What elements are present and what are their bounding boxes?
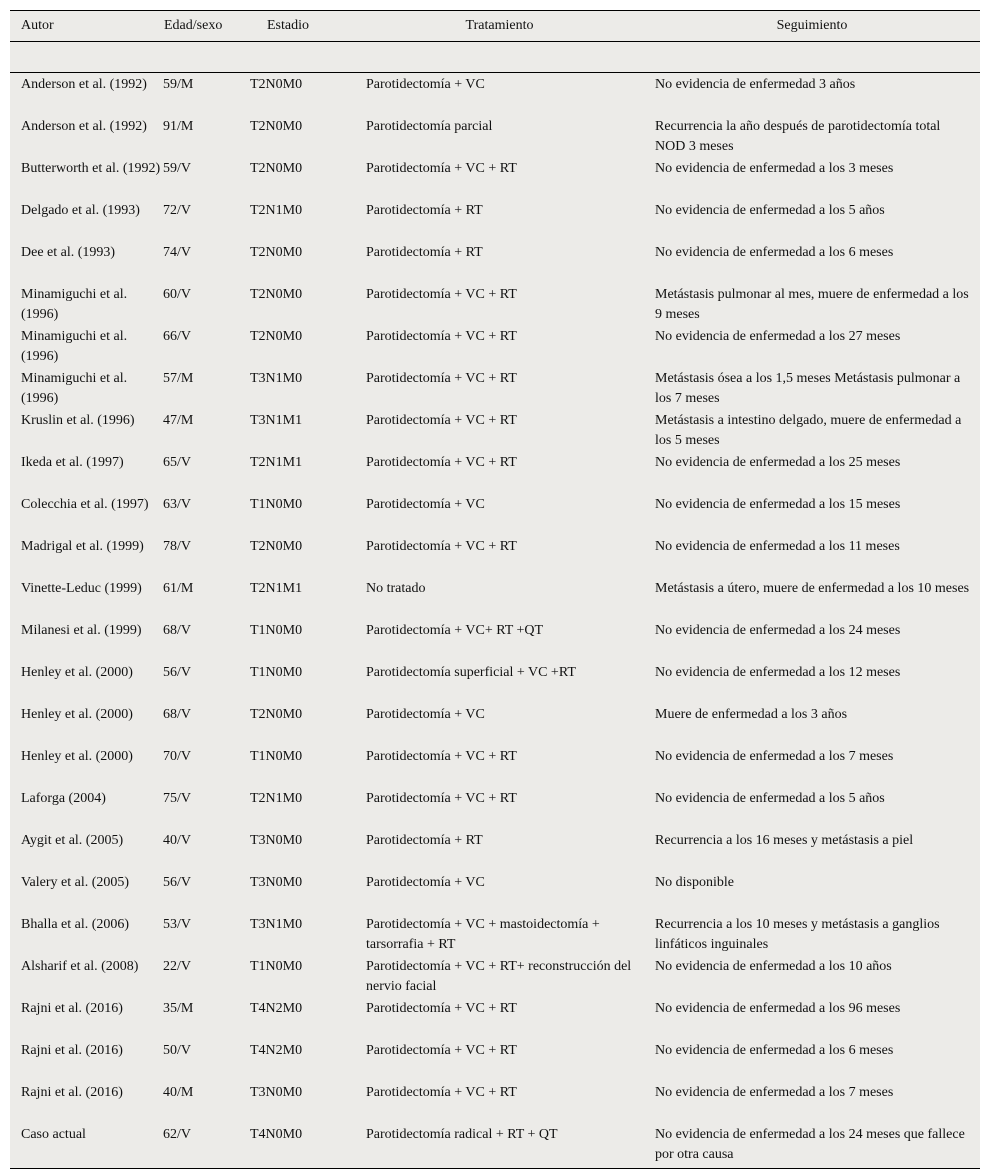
- cases-table: [10, 10, 980, 1169]
- table-row: [10, 745, 980, 787]
- cell-edad-sexo: 72/V: [163, 203, 191, 218]
- cell-seguimiento: Metástasis pulmonar al mes, muere de enfermedad a los 9 meses: [655, 287, 969, 322]
- cell-autor: Valery et al. (2005): [21, 875, 130, 890]
- cell-seguimiento: No evidencia de enfermedad a los 5 años: [655, 203, 885, 218]
- cell-autor: Rajni et al. (2016): [21, 1043, 123, 1058]
- cell-edad-sexo: 75/V: [163, 791, 191, 806]
- cell-estadio: T1N0M0: [250, 959, 303, 974]
- cell-estadio: T3N0M0: [250, 875, 303, 890]
- cell-seguimiento: No evidencia de enfermedad a los 25 meses: [655, 455, 901, 470]
- header-spacer-row: [10, 42, 980, 73]
- cell-estadio: T1N0M0: [250, 497, 303, 512]
- table-row: [10, 997, 980, 1039]
- cell-autor: Henley et al. (2000): [21, 749, 133, 764]
- table-row: [10, 619, 980, 661]
- cell-autor: Bhalla et al. (2006): [21, 917, 130, 932]
- cell-seguimiento: No evidencia de enfermedad a los 6 meses: [655, 1043, 894, 1058]
- cell-estadio: T2N0M0: [250, 119, 303, 134]
- cell-autor: Butterworth et al. (1992): [21, 161, 161, 176]
- table-row: [10, 451, 980, 493]
- cell-autor: Milanesi et al. (1999): [21, 623, 142, 638]
- cell-seguimiento: No evidencia de enfermedad a los 5 años: [655, 791, 885, 806]
- cell-estadio: T4N0M0: [250, 1127, 303, 1142]
- table-row: [10, 73, 980, 115]
- table-row: [10, 493, 980, 535]
- cell-autor: Rajni et al. (2016): [21, 1085, 123, 1100]
- cell-edad-sexo: 60/V: [163, 287, 191, 302]
- cell-edad-sexo: 70/V: [163, 749, 191, 764]
- cell-tratamiento: Parotidectomía + VC + RT+ reconstrucción del nervio facial: [366, 959, 632, 994]
- cell-estadio: T1N0M0: [250, 623, 303, 638]
- cell-seguimiento: Metástasis a útero, muere de enfermedad a los 10 meses: [655, 581, 970, 596]
- cell-tratamiento: Parotidectomía + VC + RT: [366, 791, 517, 806]
- cell-edad-sexo: 62/V: [163, 1127, 191, 1142]
- cell-estadio: T4N2M0: [250, 1043, 303, 1058]
- cell-seguimiento: Muere de enfermedad a los 3 años: [655, 707, 848, 722]
- table-row: [10, 661, 980, 703]
- cell-autor: Minamiguchi et al. (1996): [21, 287, 128, 322]
- table-row: [10, 829, 980, 871]
- cell-estadio: T1N0M0: [250, 665, 303, 680]
- cell-seguimiento: No evidencia de enfermedad a los 27 meses: [655, 329, 901, 344]
- cell-seguimiento: No disponible: [655, 875, 734, 890]
- cell-edad-sexo: 59/M: [163, 77, 194, 92]
- table-row: [10, 325, 980, 367]
- cell-tratamiento: Parotidectomía + VC + RT: [366, 1043, 517, 1058]
- cell-seguimiento: No evidencia de enfermedad a los 11 meses: [655, 539, 900, 554]
- cell-edad-sexo: 22/V: [163, 959, 191, 974]
- cell-seguimiento: No evidencia de enfermedad a los 3 meses: [655, 161, 894, 176]
- cell-seguimiento: No evidencia de enfermedad a los 24 meses: [655, 623, 901, 638]
- cell-autor: Ikeda et al. (1997): [21, 455, 124, 470]
- cell-edad-sexo: 57/M: [163, 371, 194, 386]
- cell-tratamiento: Parotidectomía + VC+ RT +QT: [366, 623, 544, 638]
- cell-seguimiento: No evidencia de enfermedad a los 24 meses que fallece por otra causa: [655, 1127, 965, 1162]
- table-body: [10, 73, 980, 1168]
- cell-estadio: T2N0M0: [250, 329, 303, 344]
- cell-tratamiento: Parotidectomía + VC + RT: [366, 371, 517, 386]
- table-row: [10, 157, 980, 199]
- cell-estadio: T2N0M0: [250, 245, 303, 260]
- cell-seguimiento: No evidencia de enfermedad a los 7 meses: [655, 1085, 894, 1100]
- cell-seguimiento: Recurrencia la año después de parotidectomía total NOD 3 meses: [655, 119, 941, 154]
- cell-estadio: T2N0M0: [250, 287, 303, 302]
- cell-autor: Aygit et al. (2005): [21, 833, 124, 848]
- cell-autor: Henley et al. (2000): [21, 707, 133, 722]
- table-row: [10, 787, 980, 829]
- cell-seguimiento: No evidencia de enfermedad a los 7 meses: [655, 749, 894, 764]
- table-row: [10, 1123, 980, 1168]
- cell-tratamiento: Parotidectomía + VC + RT: [366, 329, 517, 344]
- cell-autor: Alsharif et al. (2008): [21, 959, 139, 974]
- cell-edad-sexo: 68/V: [163, 623, 191, 638]
- cell-autor: Delgado et al. (1993): [21, 203, 140, 218]
- cell-tratamiento: Parotidectomía + VC: [366, 707, 485, 722]
- cell-seguimiento: No evidencia de enfermedad a los 6 meses: [655, 245, 894, 260]
- cell-autor: Minamiguchi et al. (1996): [21, 371, 128, 406]
- table-row: [10, 913, 980, 955]
- header-autor: Autor: [21, 18, 54, 33]
- cell-edad-sexo: 63/V: [163, 497, 191, 512]
- cell-tratamiento: Parotidectomía + VC + RT: [366, 413, 517, 428]
- cell-edad-sexo: 68/V: [163, 707, 191, 722]
- cell-estadio: T2N0M0: [250, 539, 303, 554]
- cell-edad-sexo: 74/V: [163, 245, 191, 260]
- cell-autor: Colecchia et al. (1997): [21, 497, 149, 512]
- cell-estadio: T1N0M0: [250, 749, 303, 764]
- table-row: [10, 115, 980, 157]
- cell-edad-sexo: 50/V: [163, 1043, 191, 1058]
- cell-edad-sexo: 56/V: [163, 875, 191, 890]
- table-row: [10, 955, 980, 997]
- cell-tratamiento: Parotidectomía + VC + mastoidectomía + tarsorrafia + RT: [366, 917, 600, 952]
- cell-edad-sexo: 66/V: [163, 329, 191, 344]
- cell-tratamiento: Parotidectomía + VC: [366, 497, 485, 512]
- cell-tratamiento: Parotidectomía + RT: [366, 245, 483, 260]
- cell-seguimiento: No evidencia de enfermedad a los 12 meses: [655, 665, 901, 680]
- table-row: [10, 409, 980, 451]
- cell-estadio: T3N0M0: [250, 833, 303, 848]
- cell-tratamiento: No tratado: [366, 581, 426, 596]
- cell-estadio: T3N1M1: [250, 413, 303, 428]
- table-header: [10, 11, 980, 42]
- table-row: [10, 577, 980, 619]
- header-estadio: Estadio: [267, 18, 309, 33]
- cell-estadio: T2N1M1: [250, 581, 303, 596]
- cell-estadio: T2N0M0: [250, 77, 303, 92]
- cell-tratamiento: Parotidectomía + VC + RT: [366, 749, 517, 764]
- cell-autor: Kruslin et al. (1996): [21, 413, 135, 428]
- cell-estadio: T3N0M0: [250, 1085, 303, 1100]
- cell-autor: Madrigal et al. (1999): [21, 539, 144, 554]
- table-row: [10, 367, 980, 409]
- cell-seguimiento: Recurrencia a los 10 meses y metástasis a ganglios linfáticos inguinales: [655, 917, 940, 952]
- cell-autor: Rajni et al. (2016): [21, 1001, 123, 1016]
- cell-seguimiento: No evidencia de enfermedad a los 15 meses: [655, 497, 901, 512]
- cell-tratamiento: Parotidectomía radical + RT + QT: [366, 1127, 558, 1142]
- cell-edad-sexo: 91/M: [163, 119, 194, 134]
- cell-autor: Dee et al. (1993): [21, 245, 116, 260]
- cell-estadio: T2N0M0: [250, 161, 303, 176]
- cell-seguimiento: No evidencia de enfermedad a los 10 años: [655, 959, 892, 974]
- cell-seguimiento: Metástasis a intestino delgado, muere de enfermedad a los 5 meses: [655, 413, 962, 448]
- cell-seguimiento: Recurrencia a los 16 meses y metástasis a piel: [655, 833, 914, 848]
- cell-estadio: T3N1M0: [250, 917, 303, 932]
- cell-tratamiento: Parotidectomía parcial: [366, 119, 493, 134]
- cell-edad-sexo: 56/V: [163, 665, 191, 680]
- table-row: [10, 1039, 980, 1081]
- table-row: [10, 871, 980, 913]
- cell-tratamiento: Parotidectomía + VC + RT: [366, 1085, 517, 1100]
- header-edad-sexo: Edad/sexo: [164, 18, 223, 33]
- cell-edad-sexo: 40/V: [163, 833, 191, 848]
- cell-edad-sexo: 53/V: [163, 917, 191, 932]
- cell-autor: Henley et al. (2000): [21, 665, 133, 680]
- table-row: [10, 241, 980, 283]
- cell-edad-sexo: 59/V: [163, 161, 191, 176]
- cell-estadio: T2N1M0: [250, 791, 303, 806]
- cell-estadio: T4N2M0: [250, 1001, 303, 1016]
- cell-tratamiento: Parotidectomía + VC + RT: [366, 1001, 517, 1016]
- cell-estadio: T2N1M1: [250, 455, 303, 470]
- cell-tratamiento: Parotidectomía + VC + RT: [366, 539, 517, 554]
- table-row: [10, 535, 980, 577]
- cell-tratamiento: Parotidectomía + VC: [366, 77, 485, 92]
- table-row: [10, 1081, 980, 1123]
- cell-tratamiento: Parotidectomía + VC + RT: [366, 455, 517, 470]
- cell-tratamiento: Parotidectomía superficial + VC +RT: [366, 665, 576, 680]
- cell-edad-sexo: 78/V: [163, 539, 191, 554]
- cell-tratamiento: Parotidectomía + VC: [366, 875, 485, 890]
- table-row: [10, 283, 980, 325]
- header-tratamiento: Tratamiento: [465, 18, 534, 33]
- table-row: [10, 199, 980, 241]
- cell-estadio: T2N0M0: [250, 707, 303, 722]
- cell-edad-sexo: 40/M: [163, 1085, 194, 1100]
- cell-seguimiento: Metástasis ósea a los 1,5 meses Metástasis pulmonar a los 7 meses: [655, 371, 961, 406]
- cell-tratamiento: Parotidectomía + RT: [366, 203, 483, 218]
- cell-edad-sexo: 35/M: [163, 1001, 194, 1016]
- cell-autor: Minamiguchi et al. (1996): [21, 329, 128, 364]
- cell-autor: Caso actual: [21, 1127, 86, 1142]
- cell-estadio: T3N1M0: [250, 371, 303, 386]
- cell-seguimiento: No evidencia de enfermedad 3 años: [655, 77, 856, 92]
- cell-tratamiento: Parotidectomía + VC + RT: [366, 287, 517, 302]
- cell-autor: Vinette-Leduc (1999): [21, 581, 142, 596]
- cell-edad-sexo: 47/M: [163, 413, 194, 428]
- table-row: [10, 703, 980, 745]
- cell-autor: Anderson et al. (1992): [21, 77, 147, 92]
- cell-autor: Laforga (2004): [21, 791, 106, 806]
- cell-seguimiento: No evidencia de enfermedad a los 96 meses: [655, 1001, 901, 1016]
- cell-edad-sexo: 65/V: [163, 455, 191, 470]
- cell-estadio: T2N1M0: [250, 203, 303, 218]
- cell-edad-sexo: 61/M: [163, 581, 194, 596]
- cell-autor: Anderson et al. (1992): [21, 119, 147, 134]
- header-seguimiento: Seguimiento: [776, 18, 848, 33]
- cell-tratamiento: Parotidectomía + VC + RT: [366, 161, 517, 176]
- cell-tratamiento: Parotidectomía + RT: [366, 833, 483, 848]
